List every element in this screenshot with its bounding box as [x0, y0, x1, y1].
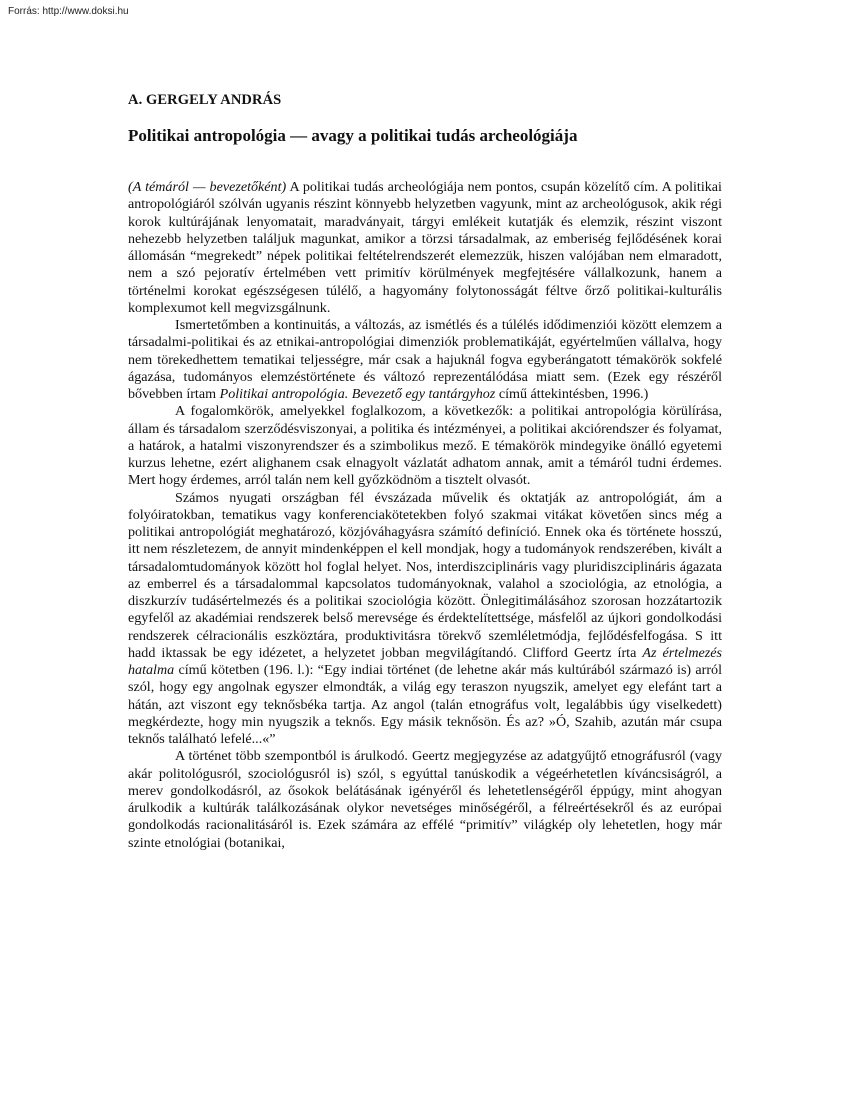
paragraph-topics [128, 403, 722, 489]
article-body [128, 179, 722, 852]
paragraph-intro [128, 179, 722, 317]
paragraph-scope [128, 317, 722, 403]
cited-title: Az értelmezés hatalma [128, 644, 723, 678]
paragraph-story [128, 748, 722, 852]
paragraph-text: című kötetben (196. l.): “Egy indiai történet (de lehetne akár más kultúrából származó is) arról szól, hogy egy angolnak egyszer elmondták, a világ egy teraszon nyugszik, amelyet egy elefánt tart a hátán, azt viszont egy teknősbéka tartja. Az angol (talán etnográfus volt, legalábbis úgy viselkedett) megkérdezte, hogy min nyugszik a teknős. Egy másik teknősön. És az? »Ó, Szahib, azután már csupa teknős található lefelé...«” [128, 662, 722, 747]
paragraph-text: A politikai tudás archeológiája nem pontos, csupán közelítő cím. A politikai antropológiáról szólván ugyanis részint könnyebb helyzetben vagyunk, mint az archeológusok, akik régi korok kultúrájának lenyomatait, maradványait, tárgyi emlékeit kutatják és elemzik, részint viszont nehezebb helyzetben találjuk magunkat, amikor a törzsi társadalmak, az emberiség fejlődésének korai állomásán “megrekedt” népek politikai feltételrendszerét elemezzük, hiszen valójában nem elmaradott, nem a szó pejoratív értelmében vett primitív körülmények megfejtésére vállalkozunk, hanem a történelmi korokat egészségesen túlélő, a hagyomány folytonosságát féltve őrző politikai-kulturális komplexumot kell megvizsgálnunk. [128, 179, 722, 316]
intro-lead: (A témáról — bevezetőként) [128, 179, 287, 195]
paragraph-text: című áttekintésben, 1996.) [495, 386, 649, 402]
cited-title: Politikai antropológia. Bevezető egy tantárgyhoz [219, 386, 496, 402]
paragraph-text: A történet több szempontból is árulkodó. Geertz megjegyzése az adatgyűjtő etnográfusról (vagy akár politológusról, szociológusról is) szól, s egyúttal tanúskodik a végeérhetetlen kíváncsiságról, a merev gondolkodásról, az ősokok belátásának igényéről és lehetetlenségéről éppúgy, mint ahogyan árulkodik a kultúrák találkozásának olykor nevetséges minőségéről, a félreértésekről és az európai gondolkodás racionalitásáról is. Ezek számára az effélé “primitív” világkép oly lehetetlen, hogy már szinte etnológiai (botanikai, [128, 748, 722, 851]
paragraph-text: Számos nyugati országban fél évszázada művelik és oktatják az antropológiát, ám a folyóiratokban, tematikus vagy konferenciakötetekben folyó szakmai vitákat követően sincs még a politikai antropológiát meghatározó, közjóváhagyásra számító definíció. Ennek oka és története hosszú, itt nem részletezem, de annyit mindenképpen el kell mondjak, hogy a tudományok rendszerében, kivált a társadalomtudományok között hol foglal helyet. Nos, interdiszciplináris vagy pluridiszciplináris ágazata az emberrel és a társadalommal kapcsolatos tudományoknak, valahol a szociológia, az etnológia, a diszkurzív tudásértelmezés és a politikai szociológia között. Önlegitimálásához szorosan hozzátartozik egyfelől az akadémiai rendszerek belső merevsége és érdektelítettsége, másfelől az újkori gondolkodási rendszerek célracionális eszköztára, produktivitásra törekvő szemléletmódja, fejlődésfelfogása. S itt hadd iktassak be egy idézetet, a helyzetet jobban megvilágítandó. Clifford Geertz írta [128, 489, 722, 661]
source-url: Forrás: http://www.doksi.hu [8, 6, 129, 17]
paragraph-text: A fogalomkörök, amelyekkel foglalkozom, a következők: a politikai antropológia körülírása, állam és társadalom szerződésviszonyai, a politika és intézményei, a politikai akciórendszer és folyamat, a határok, a hatalmi viszonyrendszer és a szimbolikus mező. E témakörök mindegyike önálló egyetemi kurzus lehetne, ezért alighanem csak elnagyolt vázlatát adhatom annak, amit a témáról tudni érdemes. Mert hogy érdemes, arról talán nem kell győzködnöm a tisztelt olvasót. [128, 403, 722, 489]
author-name: A. GERGELY ANDRÁS [128, 92, 282, 108]
paragraph-definition [128, 490, 722, 749]
article-title: Politikai antropológia — avagy a politikai tudás archeológiája [128, 126, 578, 145]
document-page [128, 92, 722, 852]
paragraph-text: Ismertetőmben a kontinuitás, a változás, az ismétlés és a túlélés idődimenziói között elemzem a társadalmi-politikai és az etnikai-antropológiai dimenziók problematikáját, egyértelműen vállalva, hogy nem törekedhettem tematikai teljességre, már csak a hajuknál fogva egyberángatott témakörök sokfelé ágazása, tudományos elemzéstörténete és változó reprezentálódása miatt sem. (Ezek egy részéről bővebben írtam [128, 317, 722, 402]
